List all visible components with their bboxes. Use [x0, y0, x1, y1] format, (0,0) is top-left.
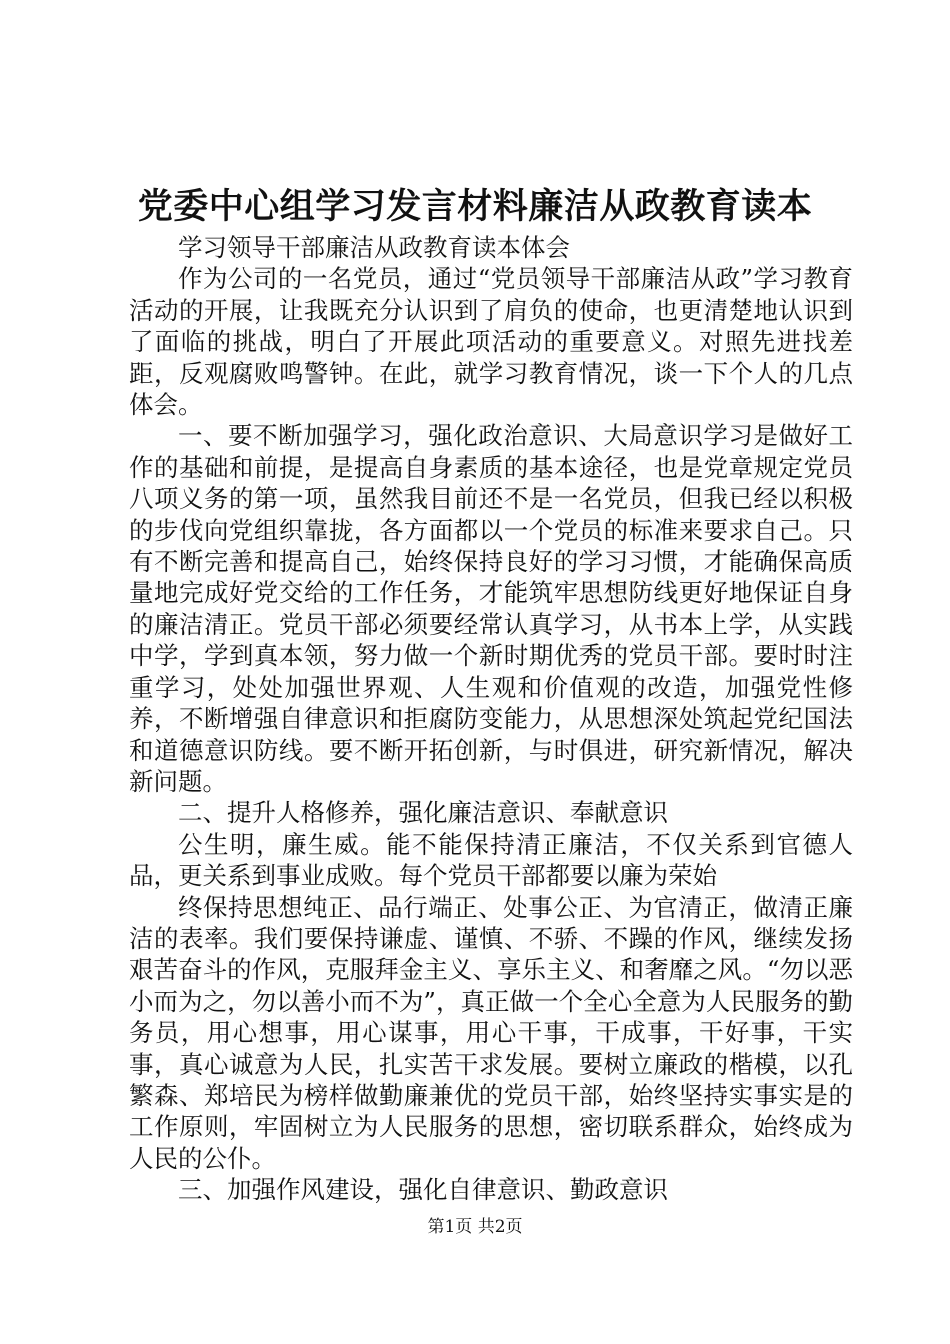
document-body: [129, 232, 853, 1206]
document-title: 党委中心组学习发言材料廉洁从政教育读本: [137, 186, 813, 227]
paragraph-subtitle: 学习领导干部廉洁从政教育读本体会: [178, 233, 570, 262]
paragraph-intro: 作为公司的一名党员，通过“党员领导干部廉洁从政”学习教育活动的开展，让我既充分认识到了肩负的使命，也更清楚地认识到了面临的挑战，明白了开展此项活动的重要意义。对照先进找差距，反观腐败鸣警钟。在此，就学习教育情况，谈一下个人的几点体会。: [129, 264, 853, 420]
page-number-footer: 第1页 共2页: [427, 1217, 523, 1237]
paragraph-section-one: 一、要不断加强学习，强化政治意识、大局意识学习是做好工作的基础和前提，是提高自身素质的基本途径，也是党章规定党员八项义务的第一项，虽然我目前还不是一名党员，但我已经以积极的步伐向党组织靠拢，各方面都以一个党员的标准来要求自己。只有不断完善和提高自己，始终保持良好的学习习惯，才能确保高质量地完成好党交给的工作任务，才能筑牢思想防线更好地保证自身的廉洁清正。党员干部必须要经常认真学习，从书本上学，从实践中学，学到真本领，努力做一个新时期优秀的党员干部。要时时注重学习，处处加强世界观、人生观和价值观的改造，加强党性修养，不断增强自律意识和拒腐防变能力，从思想深处筑起党纪国法和道德意识防线。要不断开拓创新，与时俱进，研究新情况，解决新问题。: [129, 421, 853, 796]
section-heading-three: 三、加强作风建设，强化自律意识、勤政意识: [178, 1175, 668, 1205]
section-heading-two: 二、提升人格修养，强化廉洁意识、奉献意识: [178, 798, 668, 828]
paragraph-section-two-a: 公生明，廉生威。能不能保持清正廉洁，不仅关系到官德人品，更关系到事业成败。每个党员干部都要以廉为荣始: [129, 829, 853, 891]
paragraph-section-two-b: 终保持思想纯正、品行端正、处事公正、为官清正，做清正廉洁的表率。我们要保持谦虚、谨慎、不骄、不躁的作风，继续发扬艰苦奋斗的作风，克服拜金主义、享乐主义、和奢靡之风。“勿以恶小而为之，勿以善小而不为”，真正做一个全心全意为人民服务的勤务员，用心想事，用心谋事，用心干事，干成事，干好事，干实事，真心诚意为人民，扎实苦干求发展。要树立廉政的楷模，以孔繁森、郑培民为榜样做勤廉兼优的党员干部，始终坚持实事实是的工作原则，牢固树立为人民服务的思想，密切联系群众，始终成为人民的公仆。: [129, 892, 853, 1173]
